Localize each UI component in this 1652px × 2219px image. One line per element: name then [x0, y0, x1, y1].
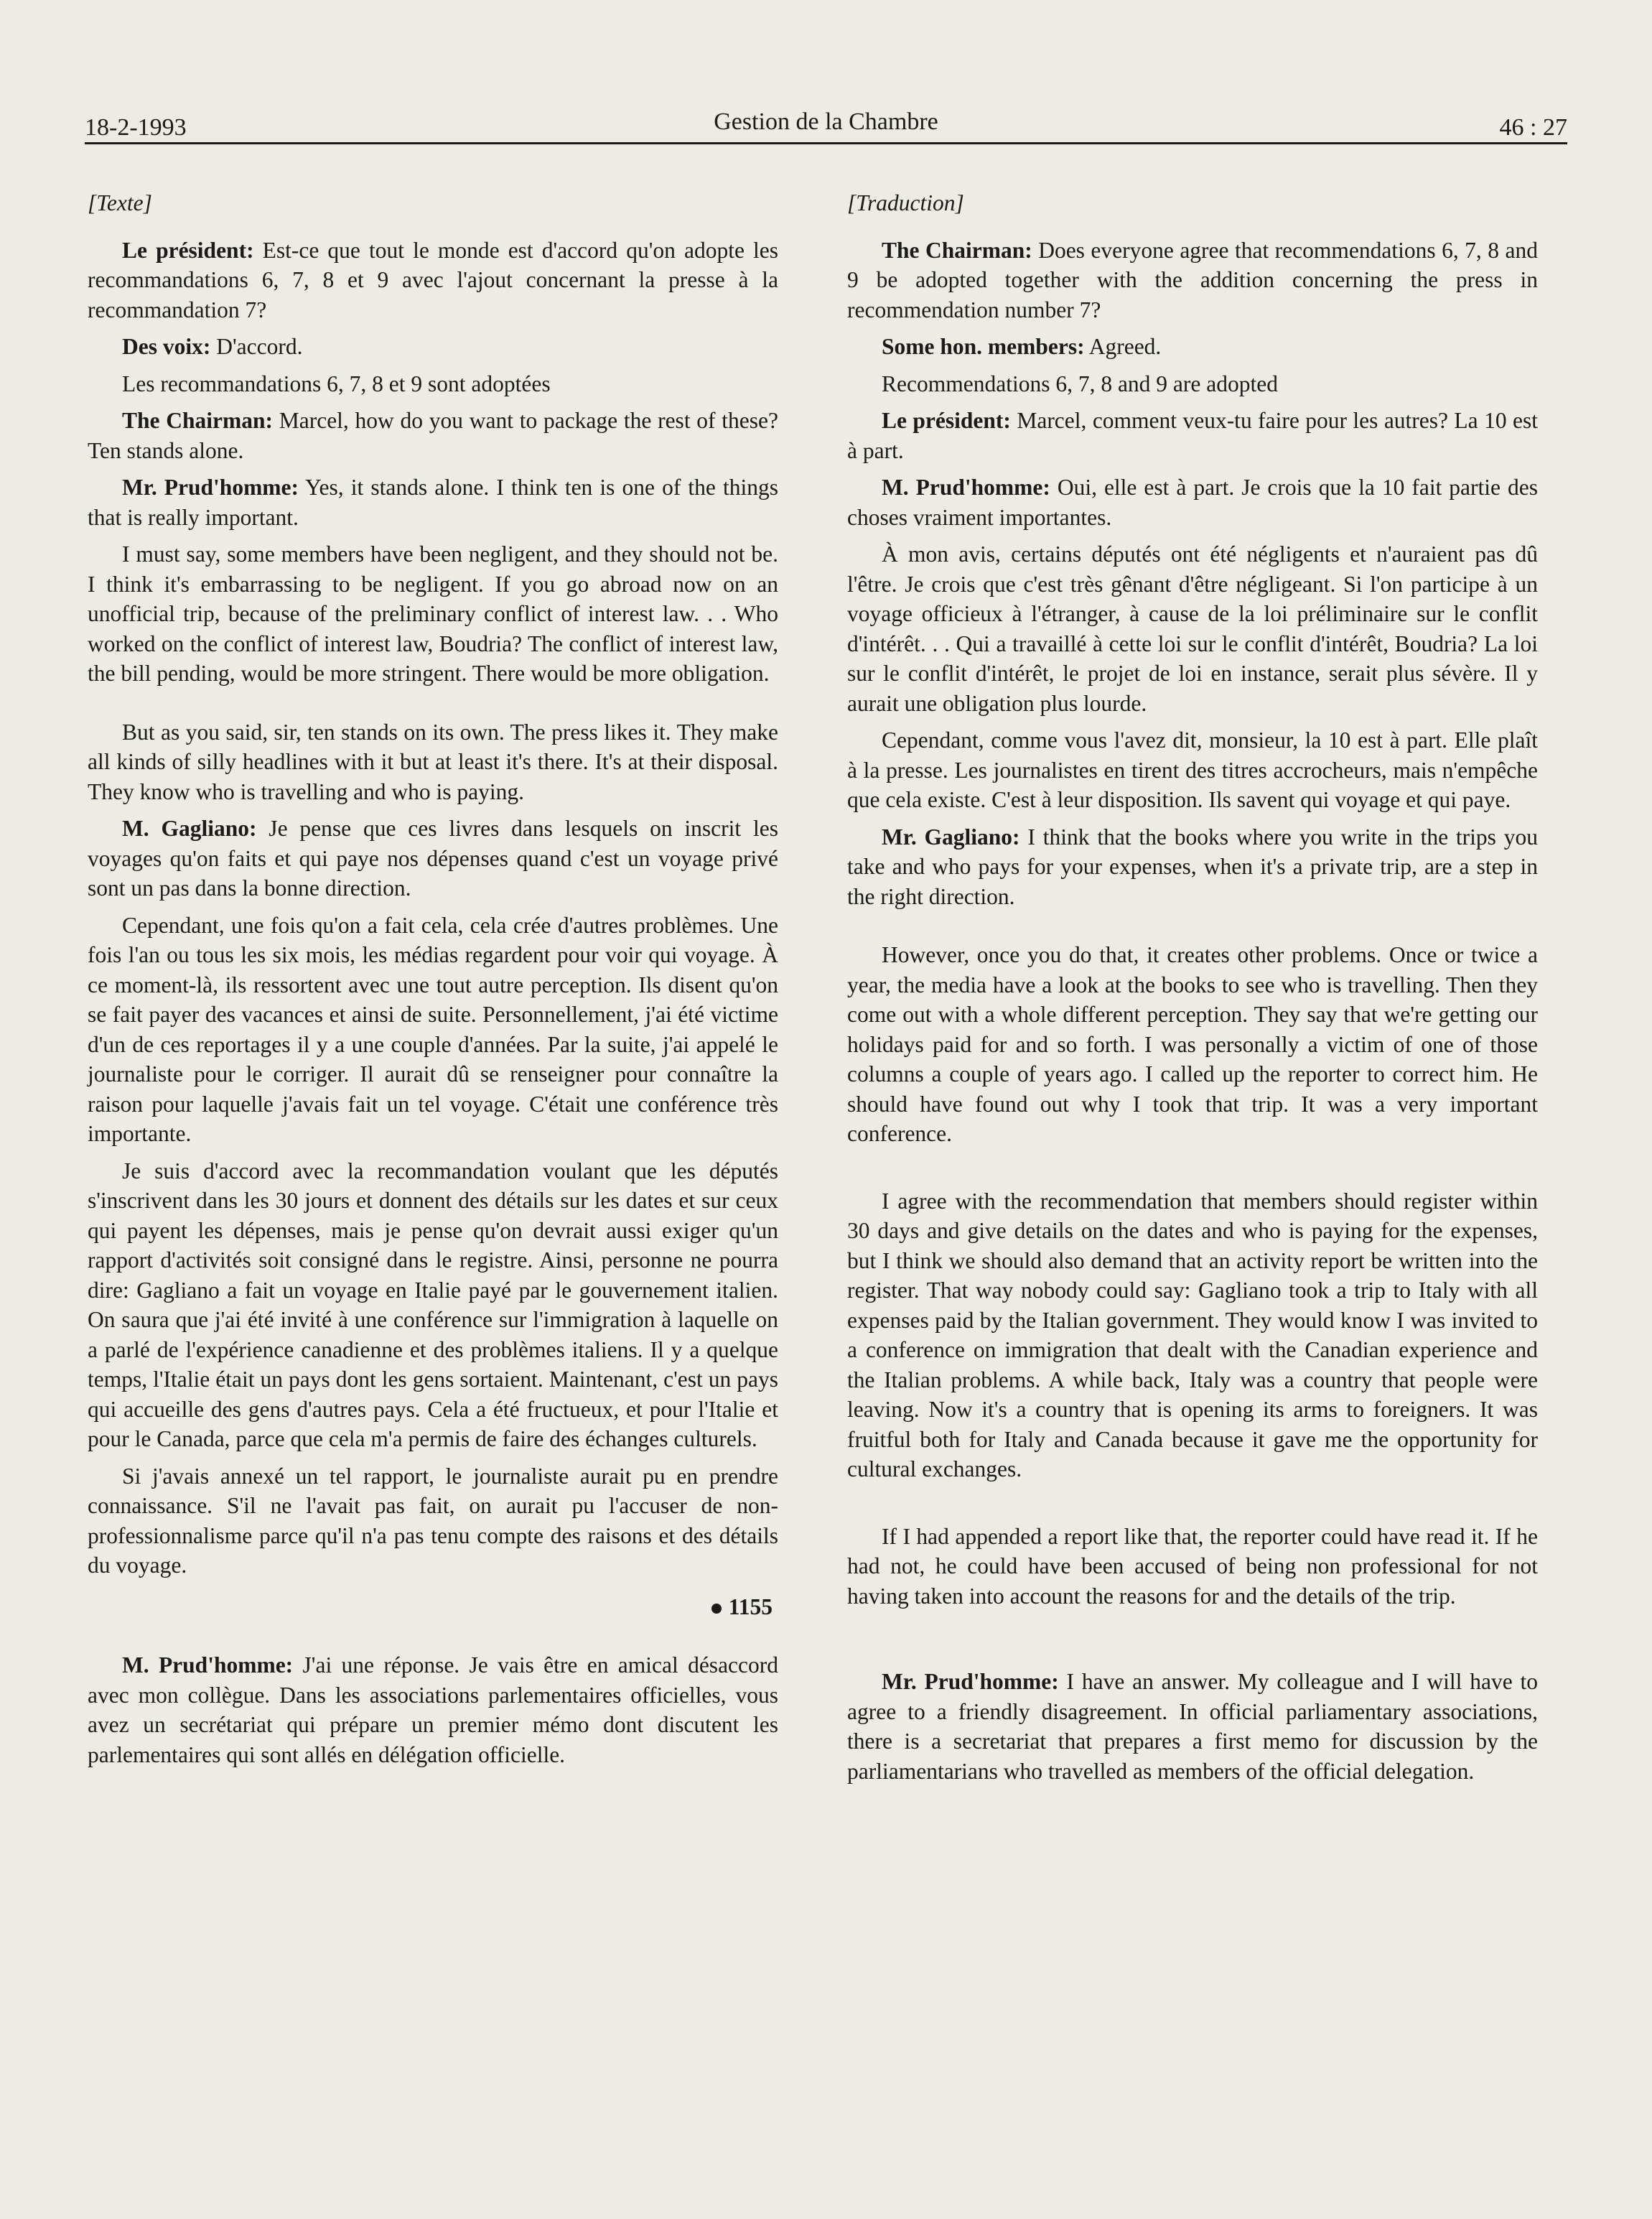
language-tag: [Traduction]	[847, 190, 964, 215]
speaker-name: M. Gagliano:	[122, 816, 257, 841]
header-page-number: 46 : 27	[1499, 114, 1567, 141]
paragraph: However, once you do that, it creates other problems. Once or twice a year, the media have a look at the books to see who is travelling. Then they come out with a whole different perception. They say that we're getting our holidays paid for and so forth. I was personally a victim of one of those columns a couple of years ago. I called up the reporter to correct him. He should have found out why I took that trip. It was a very important conference.	[847, 942, 1538, 1146]
header-date: 18-2-1993	[85, 114, 187, 141]
speech-text: Yes, it stands alone. I think ten is one of the things that is really important.	[88, 475, 778, 530]
paragraph	[88, 332, 778, 362]
speech-text: D'accord.	[210, 334, 303, 359]
speech-text: I think that the books where you write in the trips you take and who pays for your expenses, when it's a private trip, are a step in the right direction.	[847, 824, 1538, 909]
paragraph: Je suis d'accord avec la recommandation voulant que les députés s'inscrivent dans les 30 jours et donnent des détails sur les dates et sur ceux qui payent les dépenses, mais je pense qu'on devrait aussi exiger qu'un rapport d'activités soit consigné dans le registre. Ainsi, personne ne pourra dire: Gagliano a fait un voyage en Italie payé par le gouvernement italien. On saura que j'ai été invité à une conférence sur l'immigration à laquelle on a parlé de l'expérience canadienne et des problèmes italiens. Il y a quelque temps, l'Italie était un pays dont les gens sortaient. Maintenant, c'est un pays qui accueille des gens d'autres pays. Cela a été fructueux, et pour l'Italie et pour le Canada, parce que cela m'a permis de faire des échanges culturels.	[88, 1158, 778, 1451]
paragraph	[88, 473, 778, 532]
paragraph	[88, 406, 778, 465]
paragraph: Si j'avais annexé un tel rapport, le journaliste aurait pu en prendre connaissance. S'il ne l'avait pas fait, on aurait pu l'accuser de non-professionnalisme parce qu'il n'a pas tenu compte des raisons et des détails du voyage.	[88, 1463, 778, 1578]
speech-text: J'ai une réponse. Je vais être en amical désaccord avec mon collègue. Dans les associations parlementaires officielles, vous avez un secrétariat qui prépare un premier mémo dont discutent les parlementaires qui sont allés en délégation officielle.	[88, 1652, 778, 1767]
left-column	[88, 188, 778, 1777]
speech-text: Marcel, how do you want to package the rest of these? Ten stands alone.	[88, 408, 778, 463]
paragraph: But as you said, sir, ten stands on its own. The press likes it. They make all kinds of silly headlines with it but at least it's there. It's at their disposal. They know who is travelling and who is paying.	[88, 719, 778, 804]
header-rule	[85, 142, 1567, 144]
speaker-name: The Chairman:	[122, 408, 273, 433]
speech-text: Agreed.	[1084, 334, 1162, 359]
paragraph	[847, 332, 1538, 362]
paragraph: If I had appended a report like that, the reporter could have read it. If he had not, he could have been accused of being non professional for not having taken into account the reasons for and the details of the trip.	[847, 1523, 1538, 1609]
header-title: Gestion de la Chambre	[714, 108, 938, 135]
speaker-name: M. Prud'homme:	[882, 475, 1050, 500]
speaker-name: Des voix:	[122, 334, 211, 359]
paragraph	[847, 236, 1538, 325]
paragraph	[847, 473, 1538, 532]
speech-text: Does everyone agree that recommendations 6, 7, 8 and 9 be adopted together with the addition concerning the press in recommendation number 7?	[847, 237, 1538, 322]
speech-text: Est-ce que tout le monde est d'accord qu'on adopte les recommandations 6, 7, 8 et 9 avec l'ajout concernant la presse à la recommandation 7?	[88, 237, 778, 322]
speaker-name: Mr. Prud'homme:	[882, 1669, 1059, 1694]
running-header	[85, 99, 1567, 145]
speech-text: I have an answer. My colleague and I will have to agree to a friendly disagreement. In official parliamentary associations, there is a secretariat that prepares a first memo for discussion by the parliamentarians who travelled as members of the official delegation.	[847, 1669, 1538, 1784]
speaker-name: The Chairman:	[882, 237, 1032, 263]
right-column	[847, 188, 1538, 1793]
speaker-name: Some hon. members:	[882, 334, 1085, 359]
speaker-name: Mr. Gagliano:	[882, 824, 1020, 850]
paragraph	[88, 236, 778, 325]
paragraph: I must say, some members have been negligent, and they should not be. I think it's embarrassing to be negligent. If you go abroad now on an unofficial trip, because of the preliminary conflict of interest law. . . Who worked on the conflict of interest law, Boudria? The conflict of interest law, the bill pending, would be more stringent. There would be more obligation.	[88, 541, 778, 686]
time-marker	[88, 1592, 778, 1622]
speech-text: Je pense que ces livres dans lesquels on inscrit les voyages qu'on faits et qui paye nos dépenses quand c'est un voyage privé sont un pas dans la bonne direction.	[88, 816, 778, 901]
motion-result: Les recommandations 6, 7, 8 et 9 sont adoptées	[122, 371, 551, 396]
paragraph: I agree with the recommendation that members should register within 30 days and give details on the dates and who is paying for the expenses, but I think we should also demand that an activity report be written into the register. That way nobody could say: Gagliano took a trip to Italy with all expenses paid by the Italian government. They would know I was invited to a conference on immigration that dealt with the Canadian experience and the Italian problems. A while back, Italy was a country that people were leaving. Now it's a country that is opening its arms to foreigners. It was fruitful both for Italy and Canada because it gave me the opportunity for cultural exchanges.	[847, 1188, 1538, 1481]
speaker-name: Le président:	[122, 237, 254, 263]
time-marker-text: 1155	[728, 1594, 773, 1619]
paragraph	[88, 814, 778, 903]
speaker-name: Mr. Prud'homme:	[122, 475, 299, 500]
paragraph	[847, 822, 1538, 912]
speaker-name: Le président:	[882, 408, 1011, 433]
speaker-name: M. Prud'homme:	[122, 1652, 294, 1678]
speech-text: Oui, elle est à part. Je crois que la 10 fait partie des choses vraiment importantes.	[847, 475, 1538, 530]
paragraph: À mon avis, certains députés ont été négligents et n'auraient pas dû l'être. Je crois que c'est très gênant d'être négligeant. Si l'on participe à un voyage officieux à l'étranger, à cause de la loi préliminaire sur le conflit d'intérêt. . . Qui a travaillé à cette loi sur le conflit d'intérêt, Boudria? La loi sur le conflit d'intérêt, le projet de loi en instance, serait plus sévère. Il y aurait une obligation plus lourde.	[847, 541, 1538, 716]
speech-text: Marcel, comment veux-tu faire pour les autres? La 10 est à part.	[847, 408, 1538, 463]
motion-result: Recommendations 6, 7, 8 and 9 are adopted	[882, 371, 1278, 396]
paragraph	[847, 1667, 1538, 1786]
paragraph: Cependant, une fois qu'on a fait cela, cela crée d'autres problèmes. Une fois l'an ou tous les six mois, les médias regardent pour voir qui voyage. À ce moment-là, ils ressortent avec une tout autre perception. Ils disent qu'on se fait payer des vacances et ainsi de suite. Personnellement, j'ai été victime d'un de ces reportages il y a une couple d'années. Par la suite, j'ai appelé le journaliste pour le corriger. Il aurait dû se renseigner pour connaître la raison pour laquelle j'avais fait un tel voyage. C'était une conférence très importante.	[88, 912, 778, 1146]
language-tag: [Texte]	[88, 190, 152, 215]
paragraph: Cependant, comme vous l'avez dit, monsieur, la 10 est à part. Elle plaît à la presse. Les journalistes en tirent des titres accrocheurs, mais n'empêche que cela existe. C'est à leur disposition. Ils savent qui voyage et qui paye.	[847, 727, 1538, 812]
paragraph	[847, 406, 1538, 465]
bullet-icon	[711, 1604, 722, 1614]
paragraph	[88, 1650, 778, 1769]
